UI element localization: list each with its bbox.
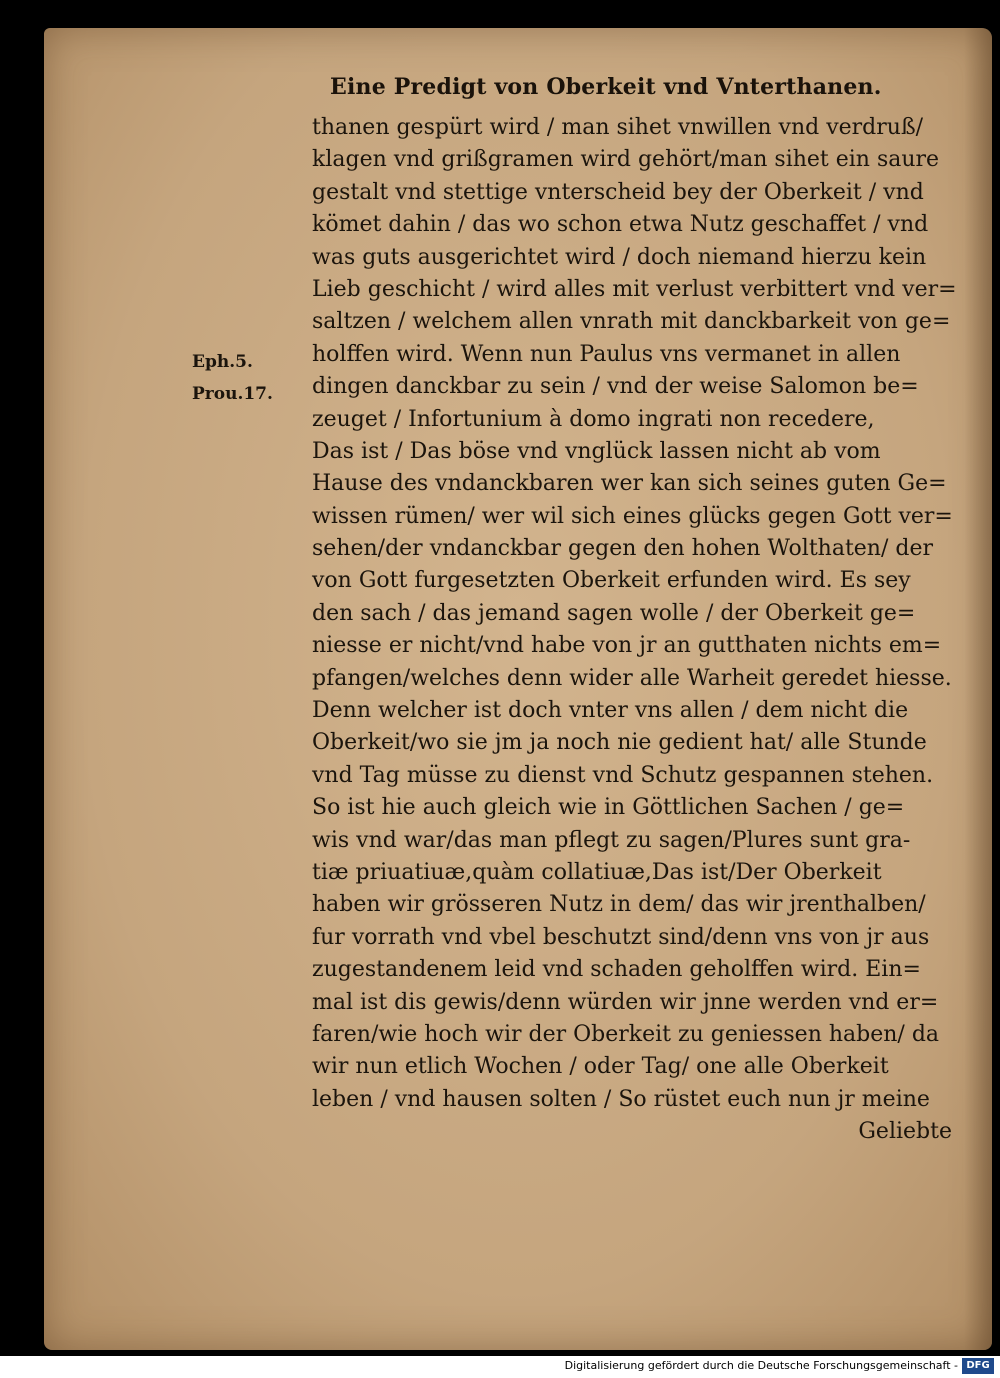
text-line: So ist hie auch gleich wie in Göttlichen Sachen / ge=: [312, 795, 905, 821]
body-text: [312, 112, 957, 1149]
text-line: Denn welcher ist doch vnter vns allen / dem nicht die: [312, 698, 909, 724]
text-line: thanen gespürt wird / man sihet vnwillen vnd verdruß/: [312, 115, 924, 140]
text-line: vnd Tag müsse zu dienst vnd Schutz gespannen stehen.: [312, 762, 934, 788]
funding-credit: Digitalisierung gefördert durch die Deutsche Forschungsgemeinschaft -: [564, 1359, 958, 1372]
text-line: Das ist / Das böse vnd vnglück lassen nicht ab vom: [312, 438, 881, 464]
text-line: dingen danckbar zu sein / vnd der weise Salomon be=: [312, 374, 919, 400]
text-line: zugestandenem leid vnd schaden geholffen wird. Ein=: [312, 957, 921, 983]
page-edge-shadow: [964, 28, 992, 1350]
text-line: holffen wird. Wenn nun Paulus vns vermanet in allen: [312, 341, 901, 367]
text-line: was guts ausgerichtet wird / doch niemand hierzu kein: [312, 244, 927, 270]
text-line: wir nun etlich Wochen / oder Tag/ one alle Oberkeit: [312, 1054, 889, 1080]
text-line: Oberkeit/wo sie jm ja noch nie gedient hat/ alle Stunde: [312, 730, 927, 756]
text-line: pfangen/welches denn wider alle Warheit geredet hiesse.: [312, 665, 952, 691]
margin-notes: [192, 346, 302, 411]
text-line: faren/wie hoch wir der Oberkeit zu geniessen haben/ da: [312, 1021, 940, 1047]
text-line: leben / vnd hausen solten / So rüstet euch nun jr meine: [312, 1086, 930, 1112]
dfg-logo-icon: DFG: [962, 1358, 994, 1374]
text-line: den sach / das jemand sagen wolle / der Oberkeit ge=: [312, 600, 916, 626]
text-line: von Gott furgesetzten Oberkeit erfunden wird. Es sey: [312, 568, 911, 594]
margin-note: Eph.5.: [192, 352, 253, 372]
text-line: gestalt vnd stettige vnterscheid bey der Oberkeit / vnd: [312, 179, 924, 205]
running-title: Eine Predigt von Oberkeit vnd Vnterthanen.: [330, 74, 882, 100]
text-line: kömet dahin / das wo schon etwa Nutz geschaffet / vnd: [312, 212, 929, 238]
text-line: klagen vnd grißgramen wird gehört/man sihet ein saure: [312, 147, 940, 173]
text-line: sehen/der vndanckbar gegen den hohen Wolthaten/ der: [312, 536, 933, 562]
catchword: Geliebte: [858, 1119, 952, 1145]
text-line: wissen rümen/ wer wil sich eines glücks gegen Gott ver=: [312, 503, 953, 529]
text-line: wis vnd war/das man pflegt zu sagen/Plures sunt gra-: [312, 827, 911, 853]
margin-note: Prou.17.: [192, 384, 273, 405]
text-line: Hause des vndanckbaren wer kan sich seines guten Ge=: [312, 471, 947, 497]
text-line: haben wir grösseren Nutz in dem/ das wir jrenthalben/: [312, 892, 926, 918]
text-line: zeuget / Infortunium à domo ingrati non recedere,: [312, 406, 875, 432]
text-line: tiæ priuatiuæ,quàm collatiuæ,Das ist/Der Oberkeit: [312, 859, 882, 885]
footer-bar: [0, 1356, 1000, 1378]
text-line: Lieb geschicht / wird alles mit verlust verbittert vnd ver=: [312, 276, 957, 302]
text-line: saltzen / welchem allen vnrath mit danckbarkeit von ge=: [312, 309, 951, 335]
text-line: niesse er nicht/vnd habe von jr an gutthaten nichts em=: [312, 633, 942, 659]
text-line: mal ist dis gewis/denn würden wir jnne werden vnd er=: [312, 989, 939, 1015]
text-line: fur vorrath vnd vbel beschutzt sind/denn vns von jr aus: [312, 924, 930, 950]
